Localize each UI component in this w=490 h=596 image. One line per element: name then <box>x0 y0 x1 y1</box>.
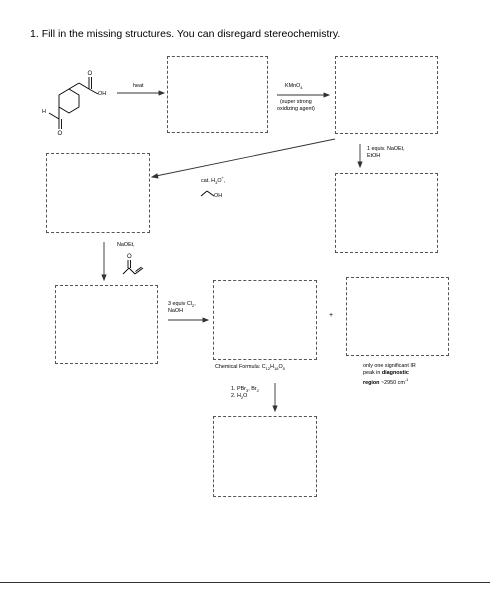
mvk-carbonyl-alpha-bond <box>129 268 135 274</box>
acid-cat-sub: 3 <box>215 179 218 185</box>
mvk-structure <box>123 260 143 274</box>
formula-o-sub: 5 <box>282 366 285 372</box>
pbr3-mid: , Br <box>248 386 257 392</box>
mvk-oxygen: O <box>127 254 132 260</box>
arrow-esterification <box>156 139 335 176</box>
ethanol-oh-label: OH <box>214 193 223 199</box>
acid-cat-o: O <box>217 177 222 184</box>
question-number: 1. <box>30 28 39 40</box>
reagent-naoet-1-line2: EtOH <box>367 153 381 159</box>
formula-o: O <box>278 364 283 370</box>
acid-cat-comma: , <box>223 177 226 184</box>
ethanol-bond-2 <box>207 191 214 196</box>
formula-h: H <box>270 364 274 370</box>
ir-note-line3-b: ~2950 cm <box>379 379 405 386</box>
arrow-heat-head <box>159 91 164 95</box>
reagent-kmno4-note-2: oxidizing agent) <box>277 106 315 112</box>
reagent-kmno4 <box>285 83 303 91</box>
ir-note-line3-a: region <box>363 379 380 386</box>
pbr3-text: 1. PBr <box>231 386 246 392</box>
reagent-naoet-1-line1: 1 equiv. NaOEt, <box>367 146 405 152</box>
ir-note-line3 <box>363 377 408 386</box>
acid-carbonyl-oxygen: O <box>87 71 93 77</box>
start-h-label: H <box>42 109 46 115</box>
arrow-naoet-down-head <box>358 162 362 167</box>
formula-label: Chemical Formula: C <box>215 364 266 370</box>
reagent-cl2-line2: NaOH <box>168 308 183 314</box>
ir-note-line3-sup: -1 <box>404 377 409 382</box>
ir-note-line2-a: peak in <box>363 370 382 376</box>
cl2-text: 3 equiv Cl <box>168 301 192 307</box>
reagent-kmno4-note-1: (super strong <box>280 99 312 105</box>
carbonyl-carbon-bond <box>79 83 89 89</box>
h2o-o: O <box>243 393 248 399</box>
reaction-arrows <box>102 91 362 411</box>
arrow-esterification-head <box>152 174 158 178</box>
plus-sign: + <box>329 312 334 319</box>
cyclohexane-ring <box>59 89 79 113</box>
arrow-pbr3-down-head <box>273 406 277 411</box>
ethanol-structure <box>201 191 214 196</box>
page-bottom-rule <box>0 582 490 583</box>
reagent-kmno4-sub: 4 <box>300 85 303 91</box>
pbr3-sub1: 3 <box>245 388 249 394</box>
acid-cat-sup: + <box>221 175 224 180</box>
h2o-sub: 2 <box>240 395 244 401</box>
starting-material-structure <box>49 77 98 129</box>
h2o-text: 2. H <box>231 393 241 399</box>
reagent-kmno4-text: KMnO <box>285 83 301 89</box>
pbr3-sub2: 2 <box>256 388 259 394</box>
arrow-michael-down-head <box>102 275 106 280</box>
aldehyde-oxygen: O <box>57 131 63 137</box>
reagent-naoet-2: NaOEt, <box>117 242 135 248</box>
cl2-sub: 2 <box>191 303 195 309</box>
mvk-methyl-bond <box>123 268 129 274</box>
ir-note-line1: only one significant IR <box>363 363 416 369</box>
ethanol-bond-1 <box>201 191 207 196</box>
chemical-formula <box>215 364 285 372</box>
cl2-comma: , <box>194 301 196 307</box>
ch2-bond <box>69 83 79 89</box>
aldehyde-h-bond <box>49 113 59 119</box>
arrow-kmno4-head <box>324 93 329 97</box>
reagent-heat: heat <box>133 83 144 89</box>
formula-h-sub: 18 <box>273 366 279 372</box>
question-prompt: Fill in the missing structures. You can disregard stereochemistry. <box>41 28 341 40</box>
start-oh-label: OH <box>98 91 107 97</box>
ir-note-line2 <box>363 370 409 376</box>
acid-oh-bond <box>89 89 98 94</box>
oxygen-atoms <box>58 71 93 137</box>
formula-c-sub: 12 <box>265 366 271 372</box>
arrow-haloform-head <box>203 318 208 322</box>
ir-note-line2-b: diagnostic <box>381 370 409 376</box>
acid-cat-text: cat. H <box>201 177 216 184</box>
reagent-pbr3-line2 <box>231 393 247 401</box>
reagent-acid-catalyst <box>201 175 225 186</box>
